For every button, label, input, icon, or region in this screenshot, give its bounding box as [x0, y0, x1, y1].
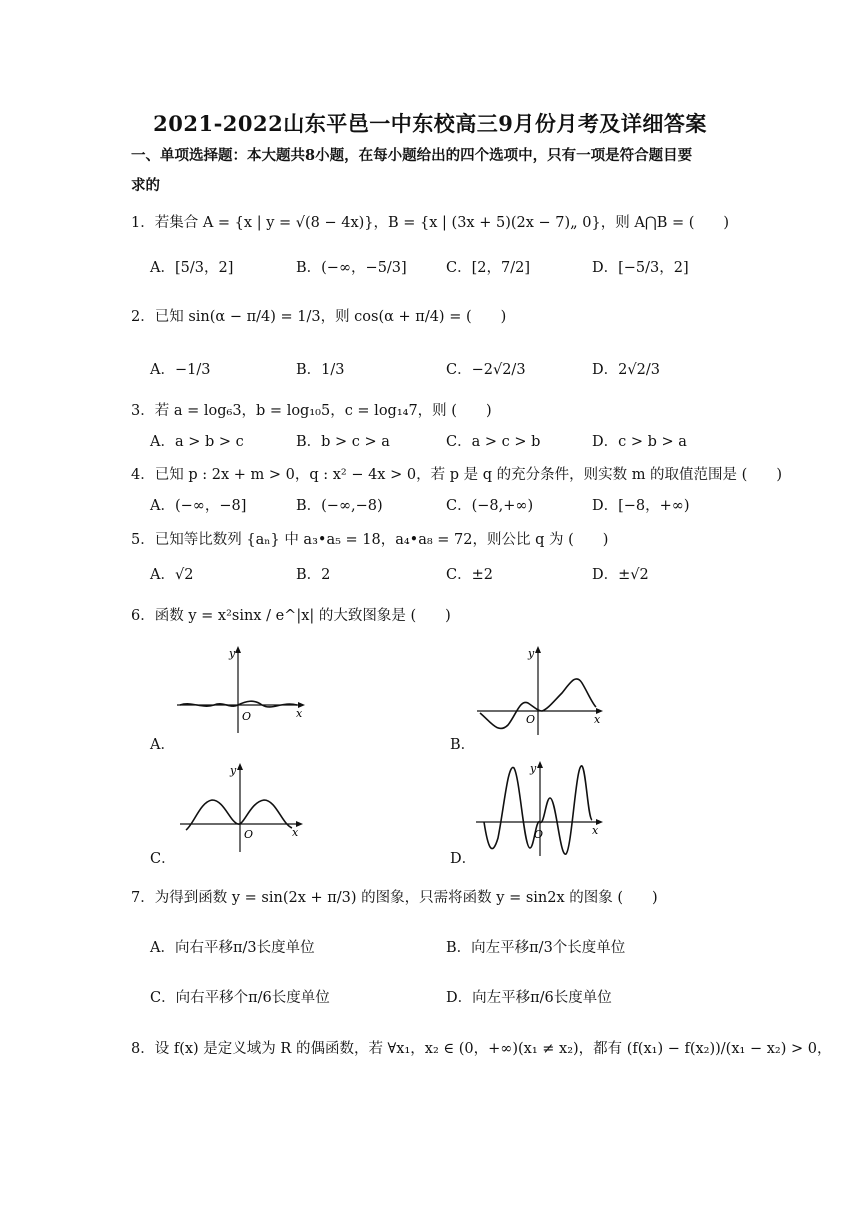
- question-6-number: 6．: [131, 608, 155, 624]
- q5-option-c: C．±2: [446, 567, 493, 583]
- question-8: [131, 1037, 832, 1058]
- q1-option-b: B．(−∞，−5/3]: [296, 260, 407, 276]
- q3-option-a: A．a > b > c: [150, 434, 244, 450]
- graph-b-x-label: x: [594, 713, 601, 726]
- question-2-text: 已知 sin(α − π/4) = 1/3，则 cos(α + π/4) = ( ): [154, 309, 507, 325]
- q2-option-b: B．1/3: [296, 362, 345, 378]
- q4-option-d: D．[−8，+∞): [592, 498, 690, 514]
- question-8-number: 8．: [131, 1041, 155, 1057]
- question-6: [131, 604, 741, 625]
- page-title: 2021-2022山东平邑一中东校高三9月份月考及详细答案: [153, 111, 707, 136]
- question-7: [131, 886, 741, 907]
- graph-d-origin-label: O: [534, 828, 544, 841]
- question-8-text: 设 f(x) 是定义域为 R 的偶函数，若 ∀x₁，x₂ ∈ (0，+∞)(x₁ ≠ x₂)，都有 (f(x₁) − f(x₂))/(x₁ − x₂) > 0，: [154, 1041, 832, 1057]
- question-3: [131, 399, 741, 420]
- q6-option-a: A．: [150, 737, 175, 753]
- question-2: [131, 305, 741, 326]
- graph-a-y-label: y: [229, 647, 236, 660]
- question-7-text: 为得到函数 y = sin(2x + π/3) 的图象，只需将函数 y = sin2x 的图象 ( ): [154, 890, 658, 906]
- graph-d-y-label: y: [530, 762, 537, 775]
- q6-option-b: B．: [450, 737, 476, 753]
- graph-b-y-label: y: [528, 647, 535, 660]
- section-heading-line2: 求的: [131, 177, 160, 194]
- q1-option-c: C．[2，7/2]: [446, 260, 530, 276]
- graph-a: [172, 643, 312, 738]
- q4-option-c: C．(−8,+∞): [446, 498, 534, 514]
- question-1-number: 1．: [131, 215, 155, 231]
- graph-b: [472, 643, 612, 738]
- question-1-text: 若集合 A = {x | y = √(8 − 4x)}，B = {x | (3x + 5)(2x − 7)„ 0}，则 A⋂B = ( ): [154, 215, 730, 231]
- question-2-number: 2．: [131, 309, 155, 325]
- q1-option-a: A．[5/3，2]: [150, 260, 234, 276]
- q7-option-a: A．向右平移π/3长度单位: [150, 940, 315, 956]
- q5-option-b: B．2: [296, 567, 331, 583]
- q7-option-c: C．向右平移个π/6长度单位: [150, 990, 330, 1006]
- question-3-text: 若 a = log₆3，b = log₁₀5，c = log₁₄7，则 ( ): [154, 403, 492, 419]
- graph-a-origin-label: O: [242, 710, 252, 723]
- graph-c-origin-label: O: [244, 828, 254, 841]
- graph-a-x-label: x: [296, 707, 303, 720]
- question-5: [131, 528, 741, 549]
- graph-d-x-label: x: [592, 824, 599, 837]
- graph-c-y-label: y: [230, 764, 237, 777]
- q2-option-a: A．−1/3: [150, 362, 211, 378]
- question-5-text: 已知等比数列 {aₙ} 中 a₃•a₅ = 18，a₄•a₈ = 72，则公比 q 为 ( ): [154, 532, 609, 548]
- q2-option-d: D．2√2/3: [592, 362, 660, 378]
- question-3-number: 3．: [131, 403, 155, 419]
- question-4: [131, 463, 782, 484]
- section-heading: [131, 141, 731, 201]
- q4-option-b: B．(−∞,−8): [296, 498, 383, 514]
- question-5-number: 5．: [131, 532, 155, 548]
- question-7-number: 7．: [131, 890, 155, 906]
- q7-option-b: B．向左平移π/3个长度单位: [446, 940, 626, 956]
- q3-option-d: D．c > b > a: [592, 434, 687, 450]
- q5-option-a: A．√2: [150, 567, 194, 583]
- q3-option-b: B．b > c > a: [296, 434, 390, 450]
- q3-option-c: C．a > c > b: [446, 434, 541, 450]
- graph-c-x-label: x: [292, 826, 299, 839]
- question-4-text: 已知 p : 2x + m > 0，q : x² − 4x > 0，若 p 是 q 的充分条件，则实数 m 的取值范围是 ( ): [154, 467, 782, 483]
- section-heading-line1: 一、单项选择题：本大题共8小题，在每小题给出的四个选项中，只有一项是符合题目要: [131, 147, 693, 164]
- question-4-number: 4．: [131, 467, 155, 483]
- q5-option-d: D．±√2: [592, 567, 649, 583]
- q4-option-a: A．(−∞，−8]: [150, 498, 247, 514]
- q6-option-c: C．: [150, 851, 176, 867]
- question-1: [131, 211, 741, 232]
- q7-option-d: D．向左平移π/6长度单位: [446, 990, 612, 1006]
- q6-option-d: D．: [450, 851, 477, 867]
- q2-option-c: C．−2√2/3: [446, 362, 526, 378]
- graph-c: [172, 760, 312, 855]
- graph-d: [472, 758, 612, 860]
- q1-option-d: D．[−5/3，2]: [592, 260, 689, 276]
- question-6-text: 函数 y = x²sinx / e^|x| 的大致图象是 ( ): [154, 608, 451, 624]
- graph-b-origin-label: O: [526, 713, 536, 726]
